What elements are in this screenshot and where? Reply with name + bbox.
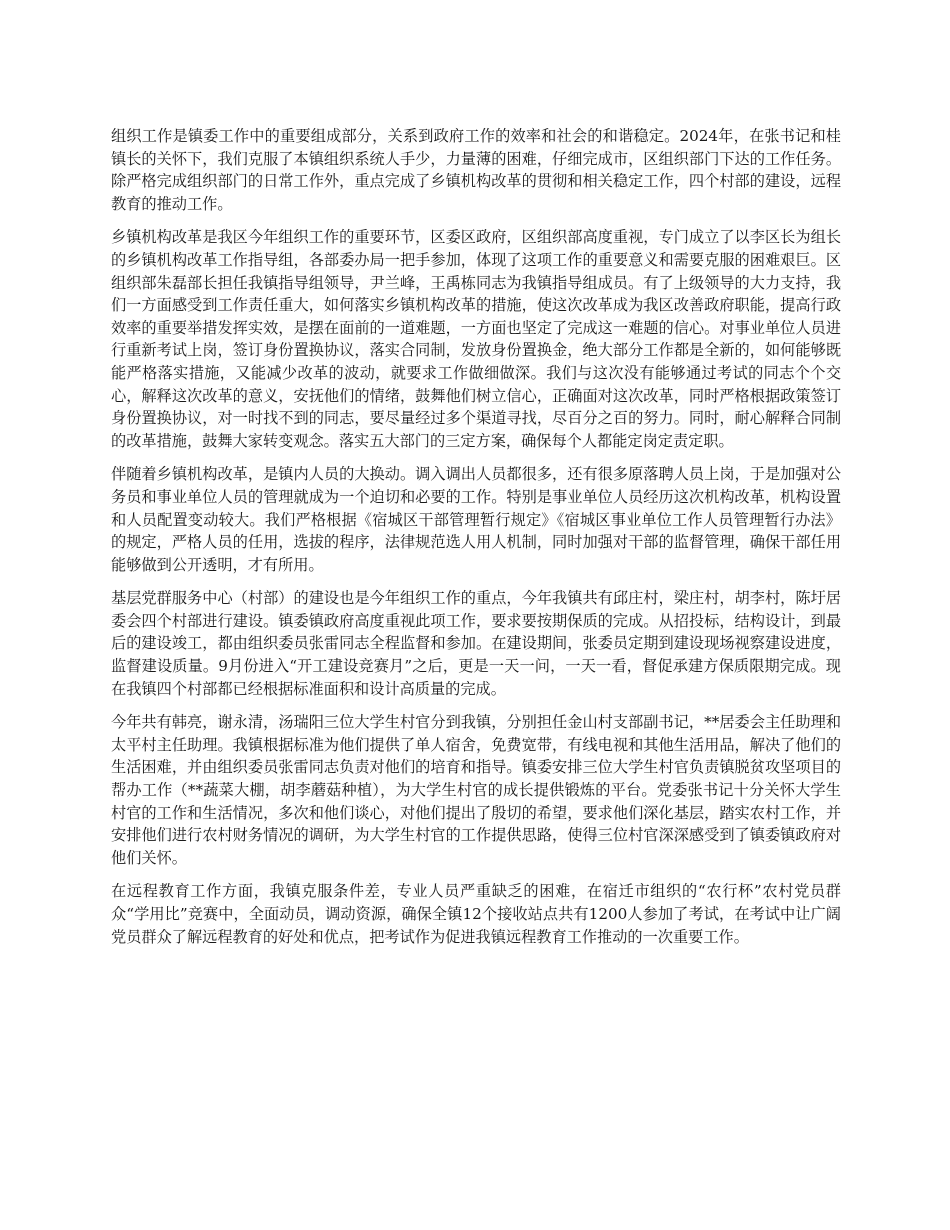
paragraph-personnel-management: 伴随着乡镇机构改革，是镇内人员的大换动。调入调出人员都很多，还有很多原落聘人员上岗，于是加强对公务员和事业单位人员的管理就成为一个迫切和必要的工作。特别是事业单位人员经历这次机构改革，机构设置和人员配置变动较大。我们严格根据《宿城区干部管理暂行规定》《宿城区事业单位工作人员管理暂行办法》的规定，严格人员的任用，选拔的程序，法律规范选人用人机制，同时加强对干部的监督管理，确保干部任用能够做到公开透明，才有所用。 xyxy=(111,465,841,574)
paragraph-village-construction: 基层党群服务中心（村部）的建设也是今年组织工作的重点，今年我镇共有邱庄村，梁庄村，胡李村，陈圩居委会四个村部进行建设。镇委镇政府高度重视此项工作，要求要按期保质的完成。从招投标，结构设计，到最后的建设竣工，都由组织委员张雷同志全程监督和参加。在建设期间，张委员定期到建设现场视察建设进度，监督建设质量。9月份进入“开工建设竞赛月”之后，更是一天一问，一天一看，督促承建方保质限期完成。现在我镇四个村部都已经根据标准面积和设计高质量的完成。 xyxy=(111,589,841,698)
paragraph-remote-education: 在远程教育工作方面，我镇克服条件差，专业人员严重缺乏的困难，在宿迁市组织的“农行杯”农村党员群众“学用比”竞赛中，全面动员，调动资源，确保全镇12个接收站点共有1200人参加了考试，在考试中让广阔党员群众了解远程教育的好处和优点，把考试作为促进我镇远程教育工作推动的一次重要工作。 xyxy=(111,882,841,946)
paragraph-institutional-reform: 乡镇机构改革是我区今年组织工作的重要环节，区委区政府，区组织部高度重视，专门成立了以李区长为组长的乡镇机构改革工作指导组，各部委办局一把手参加，体现了这项工作的重要意义和需要克服的困难艰巨。区组织部朱磊部长担任我镇指导组领导，尹兰峰，王禹栋同志为我镇指导组成员。有了上级领导的大力支持，我们一方面感受到工作责任重大，如何落实乡镇机构改革的措施，使这次改革成为我区改善政府职能，提高行政效率的重要举措发挥实效，是摆在面前的一道难题，一方面也坚定了完成这一难题的信心。对事业单位人员进行重新考试上岗，签订身份置换协议，落实合同制，发放身份置换金，绝大部分工作都是全新的，如何能够既能严格落实措施，又能减少改革的波动，就要求工作做细做深。我们与这次没有能够通过考试的同志个个交心，解释这次改革的意义，安抚他们的情绪，鼓舞他们树立信心，正确面对这次改革，同时严格根据政策签订身份置换协议，对一时找不到的同志，要尽量经过多个渠道寻找，尽百分之百的努力。同时，耐心解释合同制的改革措施，鼓舞大家转变观念。落实五大部门的三定方案，确保每个人都能定岗定责定职。 xyxy=(111,228,841,450)
paragraph-village-officials: 今年共有韩亮，谢永清，汤瑞阳三位大学生村官分到我镇，分别担任金山村支部副书记，**居委会主任助理和太平村主任助理。我镇根据标准为他们提供了单人宿舍，免费宽带，有线电视和其他生活用品，解决了他们的生活困难，并由组织委员张雷同志负责对他们的培育和指导。镇委安排三位大学生村官负责镇脱贫攻坚项目的帮办工作（**蔬菜大棚，胡李蘑菇种植），为大学生村官的成长提供锻炼的平台。党委张书记十分关怀大学生村官的工作和生活情况，多次和他们谈心，对他们提出了殷切的希望，要求他们深化基层，踏实农村工作，并安排他们进行农村财务情况的调研，为大学生村官的工作提供思路，使得三位村官深深感受到了镇委镇政府对他们关怀。 xyxy=(111,713,841,867)
document-body xyxy=(111,125,841,959)
paragraph-intro: 组织工作是镇委工作中的重要组成部分，关系到政府工作的效率和社会的和谐稳定。2024年，在张书记和桂镇长的关怀下，我们克服了本镇组织系统人手少，力量薄的困难，仔细完成市，区组织部门下达的工作任务。除严格完成组织部门的日常工作外，重点完成了乡镇机构改革的贯彻和相关稳定工作，四个村部的建设，远程教育的推动工作。 xyxy=(111,127,841,213)
